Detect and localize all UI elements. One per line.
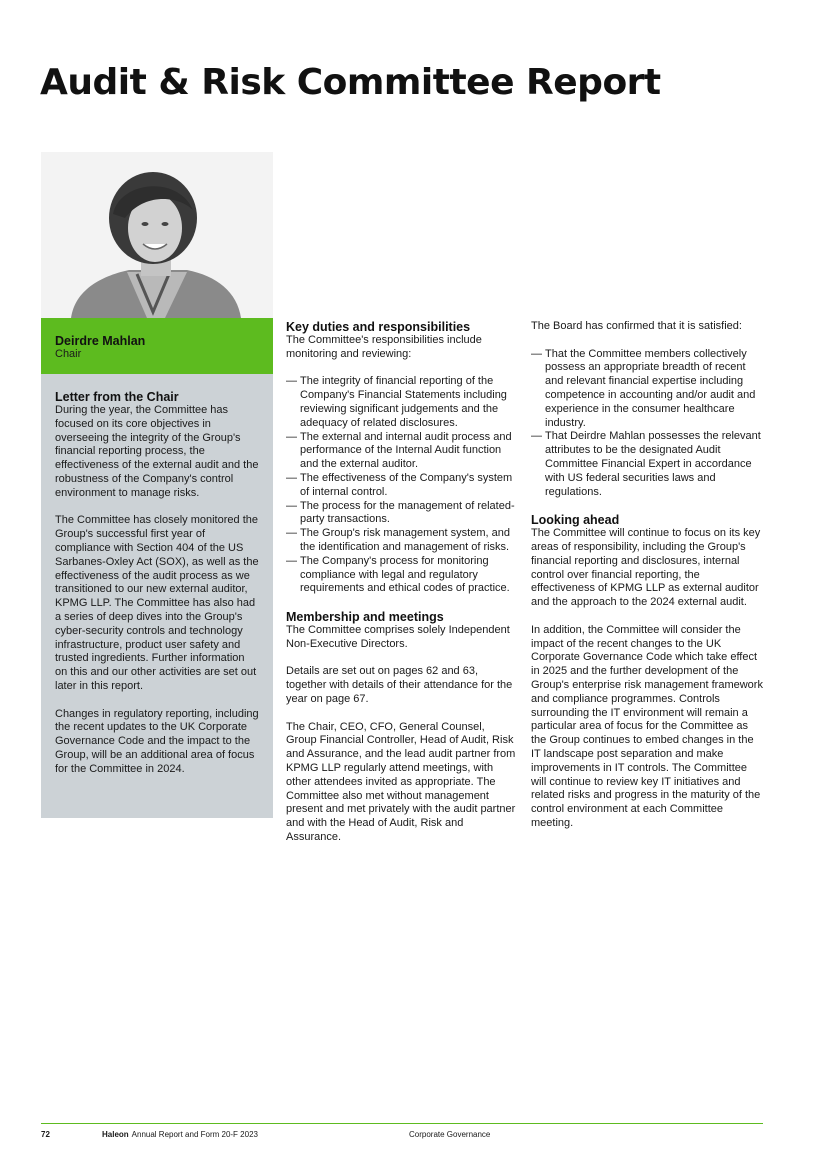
duties-heading: Key duties and responsibilities <box>286 320 471 334</box>
letter-paragraph: The Committee has closely monitored the Group's successful first year of compliance with Section 404 of the US Sarbanes-Oxley Act (SOX), as well as the effectiveness of the audit process as we transitioned to our new external auditor, KPMG LLP. The Committee has also had a series of deep dives into the Group's cyber-security controls and technology infrastructure, product user safety and trusted ingredients. Further information on this and our other activities are set out later in this report. <box>55 514 259 692</box>
chair-name-bar <box>41 318 273 374</box>
duties-intro: The Committee's responsibilities include monitoring and reviewing: <box>286 334 482 360</box>
list-item: — The effectiveness of the Company's system of internal control. <box>286 472 518 500</box>
list-item: — The external and internal audit process and performance of the Internal Audit function and the external auditor. <box>286 431 518 472</box>
letter-paragraph: Changes in regulatory reporting, including the recent updates to the UK Corporate Governance Code and the impact to the Group, will be an additional area of focus for the Committee in 2024. <box>55 707 259 775</box>
letter-heading: Letter from the Chair <box>55 390 179 404</box>
page-title: Audit & Risk Committee Report <box>40 62 661 103</box>
board-intro: The Board has confirmed that it is satisfied: <box>531 320 742 332</box>
board-list <box>531 348 763 500</box>
letter-from-chair-panel <box>41 374 273 818</box>
footer-page-number: 72 <box>41 1130 50 1139</box>
chair-name: Deirdre Mahlan <box>55 334 146 348</box>
duties-list <box>286 375 518 596</box>
footer-section: Corporate Governance <box>409 1130 491 1139</box>
membership-paragraph: The Chair, CEO, CFO, General Counsel, Group Financial Controller, Head of Audit, Risk and Assurance, and the lead audit partner from KPMG LLP regularly attend meetings, with other attendees invited as appropriate. The Committee also met without management present and met privately with the audit partner and with the Head of Audit, Risk and Assurance. <box>286 720 516 843</box>
middle-column <box>286 320 518 845</box>
list-item: — The Group's risk management system, and the identification and management of risks. <box>286 527 518 555</box>
list-item: — The process for the management of related-party transactions. <box>286 500 518 528</box>
chair-role: Chair <box>55 348 82 360</box>
footer-publication <box>102 1130 258 1140</box>
chair-portrait-photo <box>41 152 273 318</box>
membership-heading: Membership and meetings <box>286 609 444 624</box>
membership-paragraph: The Committee comprises solely Independent Non-Executive Directors. <box>286 623 510 650</box>
portrait-illustration <box>41 152 273 318</box>
footer-publication-title: Annual Report and Form 20-F 2023 <box>131 1130 258 1139</box>
list-item: — That Deirdre Mahlan possesses the relevant attributes to be the designated Audit Committee Financial Expert in accordance with US federal securities laws and regulations. <box>531 430 763 499</box>
looking-ahead-paragraph: The Committee will continue to focus on its key areas of responsibility, including the Group's financial reporting and disclosures, internal control over financial reporting, the effectiveness of KPMG LLP as external auditor and the approach to the 2024 external audit. <box>531 527 761 609</box>
footer-divider <box>41 1123 763 1124</box>
right-column <box>531 320 763 831</box>
looking-ahead-heading: Looking ahead <box>531 513 620 528</box>
list-item: — The integrity of financial reporting of the Company's Financial Statements including reviewing significant judgements and the adequacy of related disclosures. <box>286 375 518 430</box>
letter-paragraph: During the year, the Committee has focused on its core objectives in overseeing the integrity of the Group's financial reporting process, the effectiveness of the external audit and the robustness of the Company's control environment to manage risks. <box>55 404 259 499</box>
list-item: — That the Committee members collectively possess an appropriate breadth of recent and relevant financial expertise including competence in accounting and/or audit and experience in the consumer healthcare industry. <box>531 348 763 431</box>
looking-ahead-paragraph: In addition, the Committee will consider the impact of the recent changes to the UK Corporate Governance Code which take effect in 2025 and the further development of the Group's enterprise risk management framework and compliance programmes. Controls surrounding the IT environment will remain a particular area of focus for the Committee as the Group continues to embed changes in the IT landscape post separation and make improvements in IT controls. The Committee will continue to review key IT initiatives and related risks and progress in the maturity of the control environment at each Committee meeting. <box>531 623 763 829</box>
footer-brand: Haleon <box>102 1130 129 1139</box>
list-item: — The Company's process for monitoring compliance with legal and regulatory requirements and ethical codes of practice. <box>286 555 518 596</box>
membership-paragraph: Details are set out on pages 62 and 63, together with details of their attendance for the year on page 67. <box>286 665 513 705</box>
